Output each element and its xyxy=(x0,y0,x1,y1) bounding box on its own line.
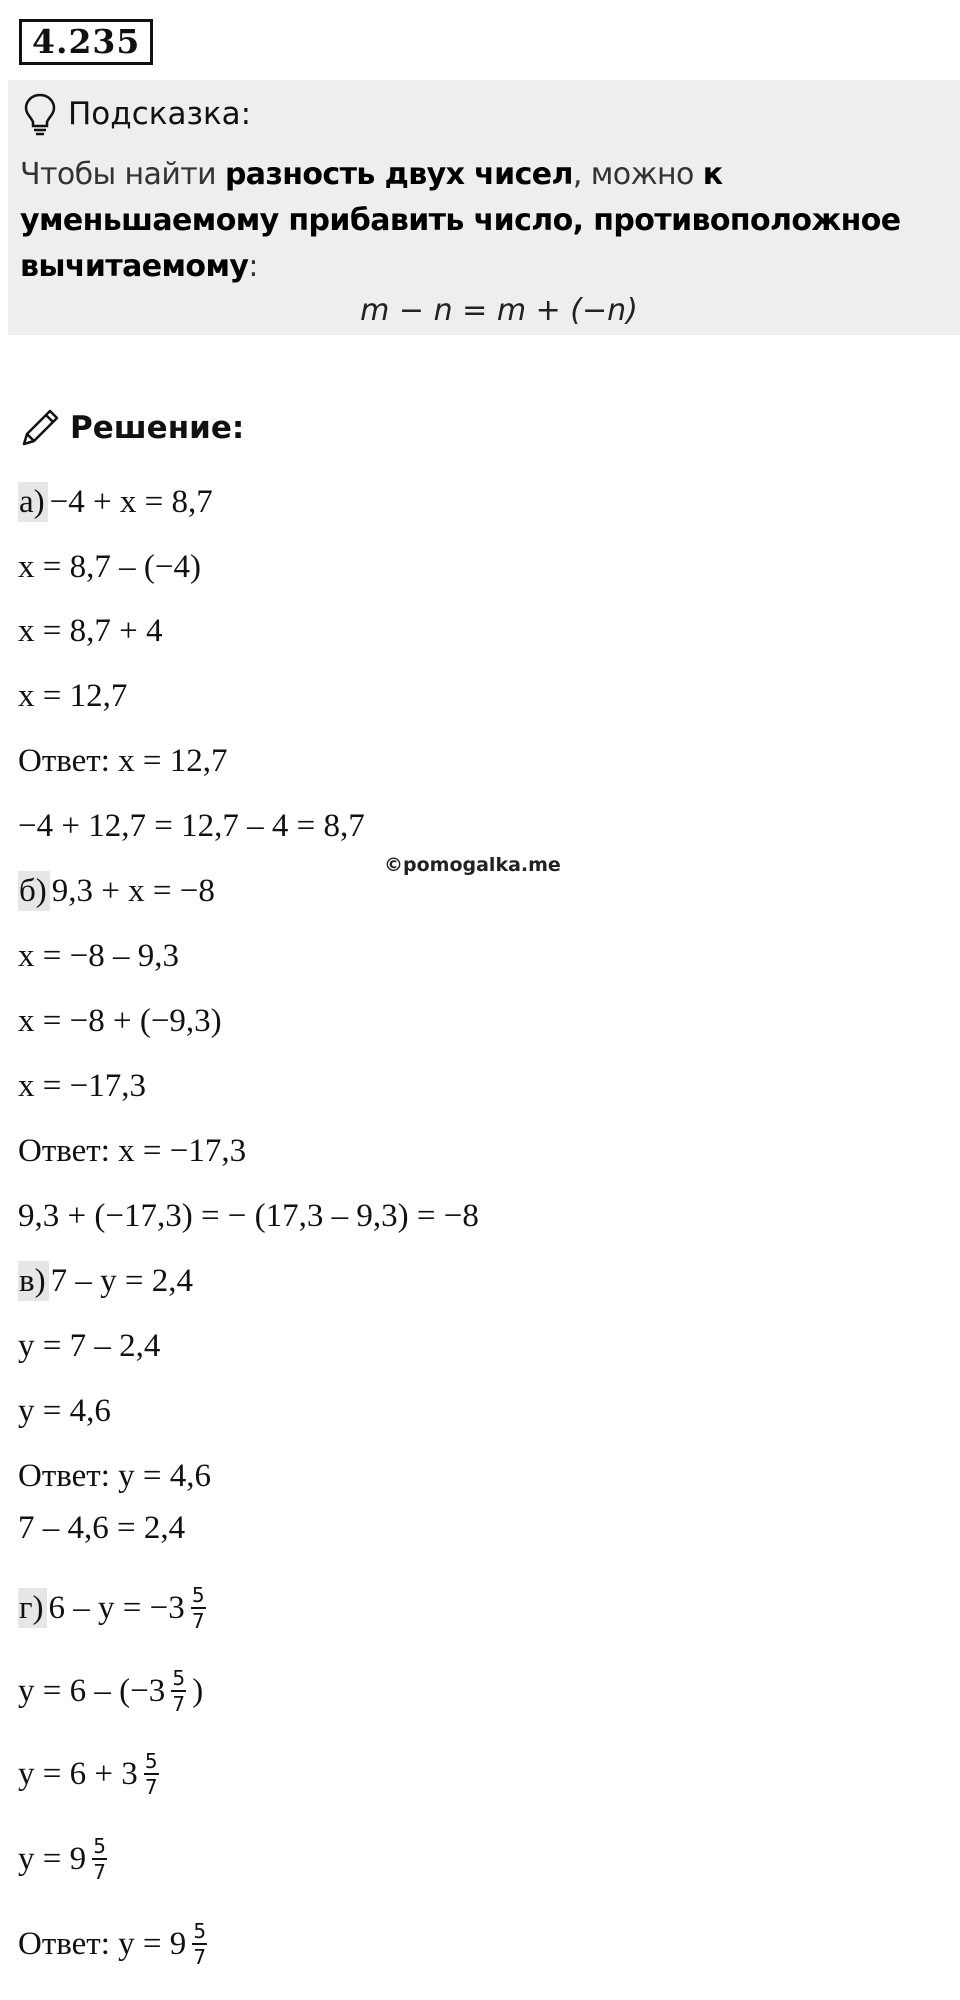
lightbulb-icon xyxy=(22,92,58,136)
solution-line: y = 7 – 2,4 xyxy=(18,1328,161,1364)
solution-line: x = −8 + (−9,3) xyxy=(18,1003,222,1039)
solution-line: x = 8,7 – (−4) xyxy=(18,549,201,585)
problem-number: 4.235 xyxy=(19,19,153,65)
fraction xyxy=(191,1584,206,1632)
fraction-numerator: 5 xyxy=(191,1583,205,1607)
solution-line: y = 4,6 xyxy=(18,1393,111,1429)
part-label-a: а) xyxy=(18,482,48,522)
answer-line: Ответ: x = 12,7 xyxy=(18,743,228,779)
equation: y = 6 + 3 xyxy=(18,1756,138,1792)
check-line: −4 + 12,7 = 12,7 – 4 = 8,7 xyxy=(18,808,365,844)
hint-text-part: , можно xyxy=(572,157,703,192)
fraction xyxy=(192,1920,207,1968)
solution-line xyxy=(18,482,213,522)
check-line: 9,3 + (−17,3) = − (17,3 – 9,3) = −8 xyxy=(18,1198,479,1234)
check-line: 7 – 4,6 = 2,4 xyxy=(18,1510,186,1546)
hint-text-emphasis: разность двух чисел xyxy=(224,157,573,192)
solution-line xyxy=(18,1261,193,1301)
equation: 7 – y = 2,4 xyxy=(50,1263,193,1299)
fraction-numerator: 5 xyxy=(193,1919,207,1943)
hint-title-row xyxy=(20,90,948,138)
solution-line: x = −8 – 9,3 xyxy=(18,938,179,974)
answer-line: Ответ: x = −17,3 xyxy=(18,1133,247,1169)
pencil-icon xyxy=(18,406,62,450)
fraction-numerator: 5 xyxy=(172,1666,186,1690)
fraction-denominator: 7 xyxy=(191,1609,205,1633)
solution-header xyxy=(18,406,244,450)
hint-text-emphasis: к уменьшаемому прибавить число, противоположное вычитаемому xyxy=(20,157,901,284)
solution-line xyxy=(18,1667,203,1715)
hint-box xyxy=(8,80,960,335)
answer-line xyxy=(18,1920,207,1968)
solution-line: x = −17,3 xyxy=(18,1068,146,1104)
hint-text-part: Чтобы найти xyxy=(20,157,225,192)
part-label-g: г) xyxy=(18,1588,47,1628)
fraction xyxy=(92,1835,107,1883)
fraction-numerator: 5 xyxy=(144,1749,158,1773)
fraction-denominator: 7 xyxy=(144,1775,158,1799)
fraction xyxy=(144,1750,159,1798)
equation: y = 9 xyxy=(18,1841,87,1877)
fraction-numerator: 5 xyxy=(93,1834,106,1858)
watermark: ©pomogalka.me xyxy=(384,854,561,876)
solution-line xyxy=(18,1750,159,1798)
part-label-v: в) xyxy=(18,1261,49,1301)
hint-title: Подсказка: xyxy=(68,96,252,132)
fraction-denominator: 7 xyxy=(172,1692,186,1716)
fraction-denominator: 7 xyxy=(93,1860,106,1884)
equation: 9,3 + x = −8 xyxy=(51,873,215,909)
part-label-b: б) xyxy=(18,871,50,911)
hint-text xyxy=(20,152,948,290)
answer-line: Ответ: y = 4,6 xyxy=(18,1458,211,1494)
fraction xyxy=(171,1667,186,1715)
equation: 6 – y = −3 xyxy=(48,1590,185,1626)
equation: y = 6 – (−3 xyxy=(18,1673,166,1709)
hint-formula: m − n = m + (−n) xyxy=(360,293,638,328)
equation: Ответ: y = 9 xyxy=(18,1926,187,1962)
equation-end: ) xyxy=(192,1673,204,1709)
solution-line xyxy=(18,1835,107,1883)
hint-text-part: : xyxy=(248,249,258,284)
solution-line: x = 12,7 xyxy=(18,678,128,714)
solution-line xyxy=(18,1584,206,1632)
solution-line: x = 8,7 + 4 xyxy=(18,613,163,649)
equation: −4 + x = 8,7 xyxy=(49,484,213,520)
solution-line xyxy=(18,871,215,911)
solution-title: Решение: xyxy=(70,410,245,446)
fraction-denominator: 7 xyxy=(193,1945,207,1969)
